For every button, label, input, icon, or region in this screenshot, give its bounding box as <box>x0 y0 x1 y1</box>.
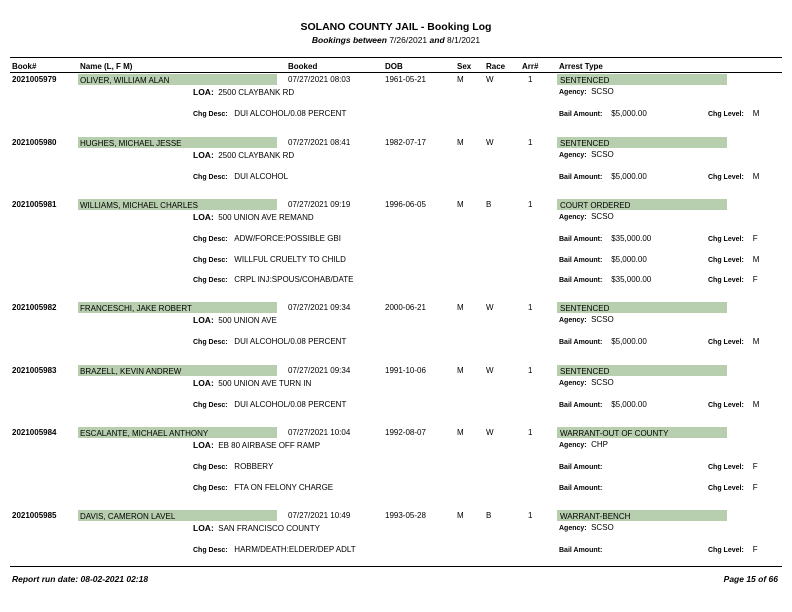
agency-label: Agency: <box>559 317 587 324</box>
bail-value: $5,000.00 <box>611 337 647 346</box>
location-of-arrest <box>193 523 320 533</box>
chg-level-value: M <box>752 400 760 409</box>
location-of-arrest <box>193 87 294 97</box>
chg-level-value: F <box>752 462 758 471</box>
report-title: SOLANO COUNTY JAIL - Booking Log <box>300 21 492 33</box>
date-of-birth: 2000-06-21 <box>385 303 426 312</box>
chg-desc-value: CRPL INJ:SPOUS/COHAB/DATE <box>234 275 354 284</box>
chg-desc-value: DUI ALCOHOL/0.08 PERCENT <box>234 337 347 346</box>
loa-label: LOA: <box>193 523 214 533</box>
agency-value: CHP <box>591 440 608 449</box>
chg-level-value: M <box>752 255 760 264</box>
race: B <box>486 200 492 209</box>
charge-level <box>708 483 758 492</box>
date-of-birth: 1993-05-28 <box>385 511 426 520</box>
bail-amount <box>559 545 611 554</box>
booked-datetime: 07/27/2021 08:41 <box>288 138 351 147</box>
chg-desc-label: Chg Desc: <box>193 339 228 346</box>
arrest-type: WARRANT-OUT OF COUNTY <box>560 429 669 438</box>
booked-datetime: 07/27/2021 08:03 <box>288 75 351 84</box>
chg-level-value: M <box>752 172 760 181</box>
location-of-arrest <box>193 315 277 325</box>
bail-label: Bail Amount: <box>559 236 603 243</box>
chg-level-label: Chg Level: <box>708 111 744 118</box>
loa-value: 2500 CLAYBANK RD <box>218 151 295 160</box>
arrest-number: 1 <box>528 366 533 375</box>
bail-value: $5,000.00 <box>611 255 647 264</box>
sex: M <box>457 366 464 375</box>
chg-level-value: F <box>752 234 758 243</box>
chg-desc-label: Chg Desc: <box>193 111 228 118</box>
header-arr: Arr# <box>522 62 539 71</box>
inmate-name: HUGHES, MICHAEL JESSE <box>80 139 182 148</box>
loa-value: EB 80 AIRBASE OFF RAMP <box>218 441 321 450</box>
chg-desc-label: Chg Desc: <box>193 277 228 284</box>
location-of-arrest <box>193 440 320 450</box>
inmate-name: DAVIS, CAMERON LAVEL <box>80 512 176 521</box>
bail-value: $5,000.00 <box>611 172 647 181</box>
chg-level-label: Chg Level: <box>708 464 744 471</box>
booking-record <box>0 363 792 423</box>
agency-value: SCSO <box>591 87 614 96</box>
bail-label: Bail Amount: <box>559 339 603 346</box>
charge-level <box>708 109 759 118</box>
loa-value: 500 UNION AVE <box>218 316 277 325</box>
agency-value: SCSO <box>591 150 614 159</box>
chg-desc-value: DUI ALCOHOL/0.08 PERCENT <box>234 109 347 118</box>
charge-description <box>193 109 346 118</box>
sex: M <box>457 200 464 209</box>
header-race: Race <box>486 62 506 71</box>
bail-label: Bail Amount: <box>559 277 603 284</box>
booking-record <box>0 300 792 360</box>
loa-value: 500 UNION AVE REMAND <box>218 213 314 222</box>
arrest-number: 1 <box>528 200 533 209</box>
chg-desc-label: Chg Desc: <box>193 402 228 409</box>
agency-label: Agency: <box>559 442 587 449</box>
agency <box>559 378 614 387</box>
agency <box>559 87 614 96</box>
charge-level <box>708 400 759 409</box>
loa-value: 2500 CLAYBANK RD <box>218 88 295 97</box>
page-number: Page 15 of 66 <box>723 574 778 584</box>
agency-label: Agency: <box>559 525 587 532</box>
charge-level <box>708 462 758 471</box>
header-sex: Sex <box>457 62 472 71</box>
agency <box>559 440 608 449</box>
chg-level-value: F <box>752 545 758 554</box>
booked-datetime: 07/27/2021 10:49 <box>288 511 351 520</box>
agency-label: Agency: <box>559 380 587 387</box>
agency-value: SCSO <box>591 212 614 221</box>
book-number: 2021005979 <box>12 75 57 84</box>
charge-description <box>193 255 346 264</box>
location-of-arrest <box>193 212 314 222</box>
charge-description <box>193 462 273 471</box>
agency-label: Agency: <box>559 214 587 221</box>
race: W <box>486 428 494 437</box>
bail-amount <box>559 462 611 471</box>
bail-amount <box>559 275 651 284</box>
report-subtitle <box>0 35 792 45</box>
charge-level <box>708 275 758 284</box>
booking-record <box>0 197 792 284</box>
bail-value: $5,000.00 <box>611 400 647 409</box>
charge-row <box>0 462 792 474</box>
date-of-birth: 1982-07-17 <box>385 138 426 147</box>
arrest-type: SENTENCED <box>560 76 610 85</box>
charge-row <box>0 255 792 267</box>
bail-amount <box>559 337 647 346</box>
chg-level-value: F <box>752 483 758 492</box>
bail-amount <box>559 172 647 181</box>
bail-label: Bail Amount: <box>559 464 603 471</box>
bail-label: Bail Amount: <box>559 257 603 264</box>
bail-value: $5,000.00 <box>611 109 647 118</box>
chg-level-value: F <box>752 275 758 284</box>
arrest-number: 1 <box>528 75 533 84</box>
inmate-name: BRAZELL, KEVIN ANDREW <box>80 367 182 376</box>
date-of-birth: 1961-05-21 <box>385 75 426 84</box>
agency <box>559 212 614 221</box>
run-date-label: Report run date: <box>12 574 79 584</box>
arrest-number: 1 <box>528 138 533 147</box>
charge-description <box>193 172 288 181</box>
chg-desc-value: WILLFUL CRUELTY TO CHILD <box>234 255 346 264</box>
chg-desc-value: ROBBERY <box>234 462 274 471</box>
booking-record <box>0 135 792 195</box>
footer-rule <box>10 566 782 567</box>
agency <box>559 315 614 324</box>
date-of-birth: 1996-06-05 <box>385 200 426 209</box>
loa-label: LOA: <box>193 378 214 388</box>
charge-row <box>0 172 792 184</box>
booking-record <box>0 425 792 492</box>
sex: M <box>457 428 464 437</box>
bail-amount <box>559 109 647 118</box>
report-run-date <box>12 574 148 584</box>
race: W <box>486 138 494 147</box>
charge-description <box>193 337 346 346</box>
chg-desc-label: Chg Desc: <box>193 174 228 181</box>
chg-level-label: Chg Level: <box>708 547 744 554</box>
book-number: 2021005983 <box>12 366 57 375</box>
charge-description <box>193 400 346 409</box>
agency-label: Agency: <box>559 89 587 96</box>
bail-label: Bail Amount: <box>559 547 603 554</box>
run-date-value: 08-02-2021 02:18 <box>80 574 149 584</box>
bail-amount <box>559 400 647 409</box>
header-top-rule <box>10 57 782 58</box>
inmate-name: WILLIAMS, MICHAEL CHARLES <box>80 201 198 210</box>
chg-desc-label: Chg Desc: <box>193 236 228 243</box>
booking-record <box>0 508 792 568</box>
location-of-arrest <box>193 150 294 160</box>
sex: M <box>457 75 464 84</box>
inmate-name: FRANCESCHI, JAKE ROBERT <box>80 304 192 313</box>
charge-description <box>193 234 341 243</box>
charge-row <box>0 545 792 557</box>
agency-value: SCSO <box>591 315 614 324</box>
charge-row <box>0 400 792 412</box>
chg-level-label: Chg Level: <box>708 277 744 284</box>
chg-level-label: Chg Level: <box>708 402 744 409</box>
loa-label: LOA: <box>193 315 214 325</box>
arrest-type: SENTENCED <box>560 304 610 313</box>
charge-row <box>0 337 792 349</box>
arrest-type: SENTENCED <box>560 367 610 376</box>
header-name: Name (L, F M) <box>80 62 133 71</box>
booked-datetime: 07/27/2021 09:34 <box>288 366 351 375</box>
header-dob: DOB <box>385 62 403 71</box>
chg-desc-label: Chg Desc: <box>193 464 228 471</box>
chg-desc-label: Chg Desc: <box>193 485 228 492</box>
loa-value: 500 UNION AVE TURN IN <box>218 379 312 388</box>
loa-label: LOA: <box>193 212 214 222</box>
chg-desc-label: Chg Desc: <box>193 257 228 264</box>
race: B <box>486 511 492 520</box>
booked-datetime: 07/27/2021 10:04 <box>288 428 351 437</box>
book-number: 2021005984 <box>12 428 57 437</box>
date-of-birth: 1991-10-06 <box>385 366 426 375</box>
bail-label: Bail Amount: <box>559 174 603 181</box>
bail-label: Bail Amount: <box>559 485 603 492</box>
chg-level-value: M <box>752 337 760 346</box>
bail-value: $35,000.00 <box>611 275 652 284</box>
agency-value: SCSO <box>591 378 614 387</box>
chg-desc-value: HARM/DEATH:ELDER/DEP ADLT <box>234 545 356 554</box>
arrest-type: WARRANT-BENCH <box>560 512 631 521</box>
charge-row <box>0 109 792 121</box>
arrest-number: 1 <box>528 428 533 437</box>
bail-amount <box>559 483 611 492</box>
book-number: 2021005982 <box>12 303 57 312</box>
inmate-name: ESCALANTE, MICHAEL ANTHONY <box>80 429 209 438</box>
bail-amount <box>559 234 651 243</box>
loa-label: LOA: <box>193 440 214 450</box>
booking-record <box>0 72 792 132</box>
charge-row <box>0 234 792 246</box>
charge-level <box>708 337 759 346</box>
date-of-birth: 1992-08-07 <box>385 428 426 437</box>
chg-level-label: Chg Level: <box>708 236 744 243</box>
book-number: 2021005985 <box>12 511 57 520</box>
bail-amount <box>559 255 647 264</box>
book-number: 2021005981 <box>12 200 57 209</box>
loa-value: SAN FRANCISCO COUNTY <box>218 524 321 533</box>
subtitle-prefix: Bookings between <box>311 35 387 45</box>
subtitle-and: and <box>429 35 445 45</box>
agency <box>559 150 614 159</box>
header-arrest-type: Arrest Type <box>559 62 603 71</box>
chg-desc-value: FTA ON FELONY CHARGE <box>234 483 334 492</box>
charge-description <box>193 483 333 492</box>
sex: M <box>457 303 464 312</box>
booked-datetime: 07/27/2021 09:19 <box>288 200 351 209</box>
charge-level <box>708 545 758 554</box>
bail-value: $35,000.00 <box>611 234 652 243</box>
inmate-name: OLIVER, WILLIAM ALAN <box>80 76 170 85</box>
agency-label: Agency: <box>559 152 587 159</box>
booked-datetime: 07/27/2021 09:34 <box>288 303 351 312</box>
race: W <box>486 366 494 375</box>
charge-level <box>708 255 759 264</box>
header-booked: Booked <box>288 62 318 71</box>
loa-label: LOA: <box>193 87 214 97</box>
chg-desc-label: Chg Desc: <box>193 547 228 554</box>
chg-level-label: Chg Level: <box>708 257 744 264</box>
agency-value: SCSO <box>591 523 614 532</box>
location-of-arrest <box>193 378 311 388</box>
chg-level-label: Chg Level: <box>708 485 744 492</box>
sex: M <box>457 138 464 147</box>
chg-desc-value: DUI ALCOHOL/0.08 PERCENT <box>234 400 347 409</box>
charge-level <box>708 234 758 243</box>
chg-desc-value: DUI ALCOHOL <box>234 172 289 181</box>
book-number: 2021005980 <box>12 138 57 147</box>
charge-description <box>193 275 353 284</box>
chg-level-label: Chg Level: <box>708 174 744 181</box>
arrest-type: SENTENCED <box>560 139 610 148</box>
arrest-number: 1 <box>528 511 533 520</box>
chg-level-value: M <box>752 109 760 118</box>
charge-description <box>193 545 356 554</box>
charge-row <box>0 483 792 495</box>
race: W <box>486 303 494 312</box>
race: W <box>486 75 494 84</box>
chg-level-label: Chg Level: <box>708 339 744 346</box>
sex: M <box>457 511 464 520</box>
date-from: 7/26/2021 <box>389 35 428 45</box>
charge-row <box>0 275 792 287</box>
bail-label: Bail Amount: <box>559 402 603 409</box>
date-to: 8/1/2021 <box>447 35 481 45</box>
chg-desc-value: ADW/FORCE:POSSIBLE GBI <box>234 234 341 243</box>
agency <box>559 523 614 532</box>
bail-label: Bail Amount: <box>559 111 603 118</box>
charge-level <box>708 172 759 181</box>
loa-label: LOA: <box>193 150 214 160</box>
header-book: Book# <box>12 62 37 71</box>
arrest-type: COURT ORDERED <box>560 201 631 210</box>
arrest-number: 1 <box>528 303 533 312</box>
